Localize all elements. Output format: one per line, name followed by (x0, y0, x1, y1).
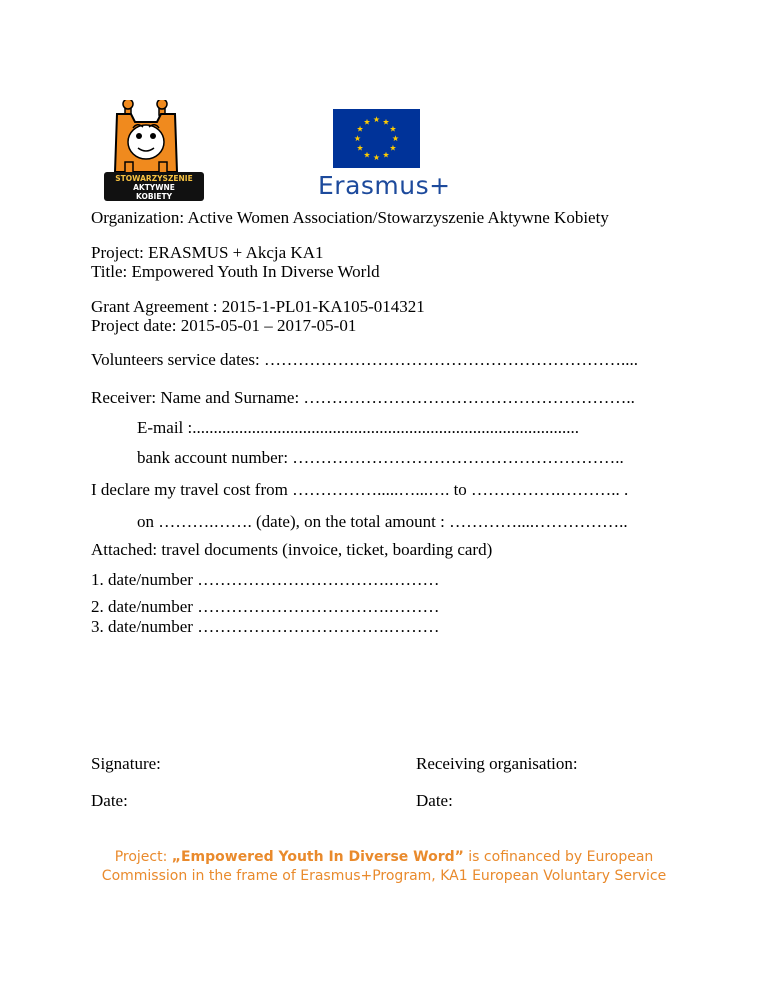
signature-label: Signature: (91, 754, 161, 773)
attached-documents-line: Attached: travel documents (invoice, ticket, boarding card) (91, 540, 493, 559)
footer-prefix: Project: (114, 849, 172, 865)
stowarzyszenie-logo (103, 100, 213, 202)
cofinance-footer (0, 848, 768, 886)
organization-line: Organization: Active Women Association/Stowarzyszenie Aktywne Kobiety (91, 208, 609, 227)
sak-text-line1: STOWARZYSZENIE (115, 174, 193, 183)
grant-line: Grant Agreement : 2015-1-PL01-KA105-014321 (91, 297, 425, 316)
footer-line-2: Commission in the frame of Erasmus+Program, KA1 European Voluntary Service (101, 868, 667, 884)
project-line: Project: ERASMUS + Akcja KA1 (91, 243, 324, 262)
travel-cost-declaration: I declare my travel cost from …………….....…...…. to …………….……….. . (91, 480, 629, 499)
footer-suffix: is cofinanced by European (463, 849, 654, 865)
giraffe-icon (103, 100, 213, 202)
volunteer-dates-field: Volunteers service dates: ……………………………………………………….... (91, 350, 638, 369)
title-line: Title: Empowered Youth In Diverse World (91, 262, 380, 281)
sak-text-line2: AKTYWNE (133, 183, 175, 192)
footer-project-name: „Empowered Youth In Diverse Word” (171, 849, 464, 865)
eu-flag-icon (333, 109, 420, 168)
document-item-2: 2. date/number …………………………….……… (91, 597, 440, 616)
sak-text-line3: KOBIETY (135, 192, 173, 201)
bank-account-field: bank account number: ………………………………………………….. (137, 448, 624, 467)
total-amount-line: on ……….……. (date), on the total amount : …………....…………….. (137, 512, 628, 531)
document-item-1: 1. date/number …………………………….……… (91, 570, 440, 589)
document-item-3: 3. date/number …………………………….……… (91, 617, 440, 636)
project-date-line: Project date: 2015-05-01 – 2017-05-01 (91, 316, 357, 335)
eu-flag-logo (333, 109, 420, 168)
receiving-organisation-label: Receiving organisation: (416, 754, 578, 773)
erasmus-plus-logo-text: Erasmus+ (318, 171, 451, 200)
email-field: E-mail :........................................................................................... (137, 418, 579, 437)
footer-line-1 (0, 848, 768, 867)
receiver-name-field: Receiver: Name and Surname: ………………………………………………….. (91, 388, 635, 407)
date-left-label: Date: (91, 791, 128, 810)
date-right-label: Date: (416, 791, 453, 810)
